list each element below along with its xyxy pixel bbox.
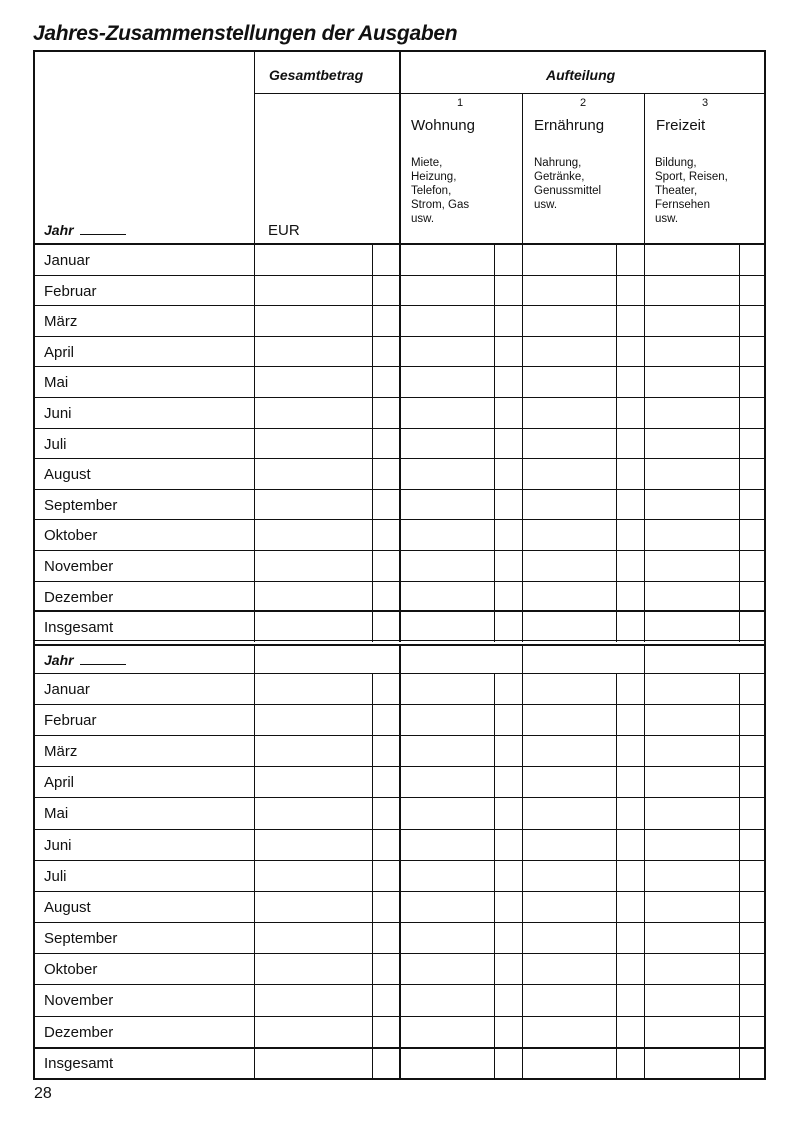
aufteilung-header: Aufteilung: [546, 67, 616, 83]
col-line: [644, 673, 645, 1078]
month-label: Februar: [44, 282, 97, 300]
col-line: [399, 673, 401, 1078]
year-label: Jahr: [44, 652, 126, 668]
month-label: Dezember: [44, 1023, 114, 1041]
col-line: [254, 50, 255, 244]
col-line: [522, 244, 523, 642]
month-label: Juni: [44, 405, 72, 422]
month-label: Februar: [44, 711, 97, 729]
col-line: [399, 244, 401, 642]
col-line: [254, 673, 255, 1078]
month-label: März: [44, 743, 78, 761]
month-label: Januar: [44, 252, 90, 269]
month-label: September: [44, 496, 118, 514]
category-name: Ernährung: [534, 117, 605, 134]
category-number: 3: [701, 97, 709, 109]
table-left-border: [33, 50, 35, 1080]
page-title: Jahres-Zusammenstellungen der Ausgaben: [33, 22, 458, 45]
month-label: Oktober: [44, 527, 98, 545]
subcol-line: [494, 244, 495, 642]
month-label: April: [44, 343, 75, 361]
month-label: November: [44, 558, 114, 575]
col-line: [399, 50, 401, 244]
month-label: Juli: [44, 435, 67, 453]
category-name: Freizeit: [656, 117, 706, 134]
subcol-line: [616, 244, 617, 642]
year-blank-line: [80, 224, 126, 235]
subcol-line: [372, 673, 373, 1078]
subcol-line: [372, 244, 373, 642]
col-line: [254, 645, 255, 673]
page-number: 28: [34, 1085, 52, 1102]
col-line: [644, 645, 645, 673]
month-label: Dezember: [44, 588, 114, 606]
table-bottom-border: [33, 1078, 766, 1080]
category-description: Miete, Heizung, Telefon, Strom, Gas usw.: [411, 157, 470, 225]
col-line: [399, 645, 401, 673]
total-label: Insgesamt: [44, 619, 114, 637]
month-label: Oktober: [44, 961, 98, 979]
category-number: 1: [456, 97, 464, 109]
month-label: April: [44, 774, 75, 792]
col-line: [522, 673, 523, 1078]
month-label: November: [44, 992, 114, 1010]
total-label: Insgesamt: [44, 1054, 114, 1072]
col-line: [522, 93, 523, 244]
col-line: [254, 244, 255, 642]
month-label: Mai: [44, 805, 69, 823]
month-label: Juni: [44, 836, 72, 854]
category-name: Wohnung: [411, 117, 475, 134]
month-label: Mai: [44, 374, 69, 392]
year-label: Jahr: [44, 222, 126, 238]
month-label: August: [44, 898, 91, 916]
col-line: [644, 244, 645, 642]
expense-summary-table: [33, 50, 766, 1080]
subcol-line: [739, 244, 740, 642]
subcol-line: [739, 673, 740, 1078]
month-label: September: [44, 930, 118, 948]
category-number: 2: [579, 97, 587, 109]
month-label: Januar: [44, 680, 90, 698]
month-label: August: [44, 466, 91, 484]
year-blank-line: [80, 654, 126, 665]
table-right-border: [764, 50, 766, 1080]
subcol-line: [494, 673, 495, 1078]
subcol-line: [616, 673, 617, 1078]
month-label: Juli: [44, 867, 67, 885]
gesamtbetrag-header: Gesamtbetrag: [269, 67, 364, 83]
currency-label: EUR: [268, 222, 300, 239]
category-description: Nahrung, Getränke, Genussmittel usw.: [534, 157, 602, 211]
col-line: [644, 93, 645, 244]
header-divider: [254, 93, 766, 94]
category-description: Bildung, Sport, Reisen, Theater, Fernsehen usw.: [655, 157, 728, 225]
col-line: [522, 645, 523, 673]
month-label: März: [44, 313, 78, 331]
